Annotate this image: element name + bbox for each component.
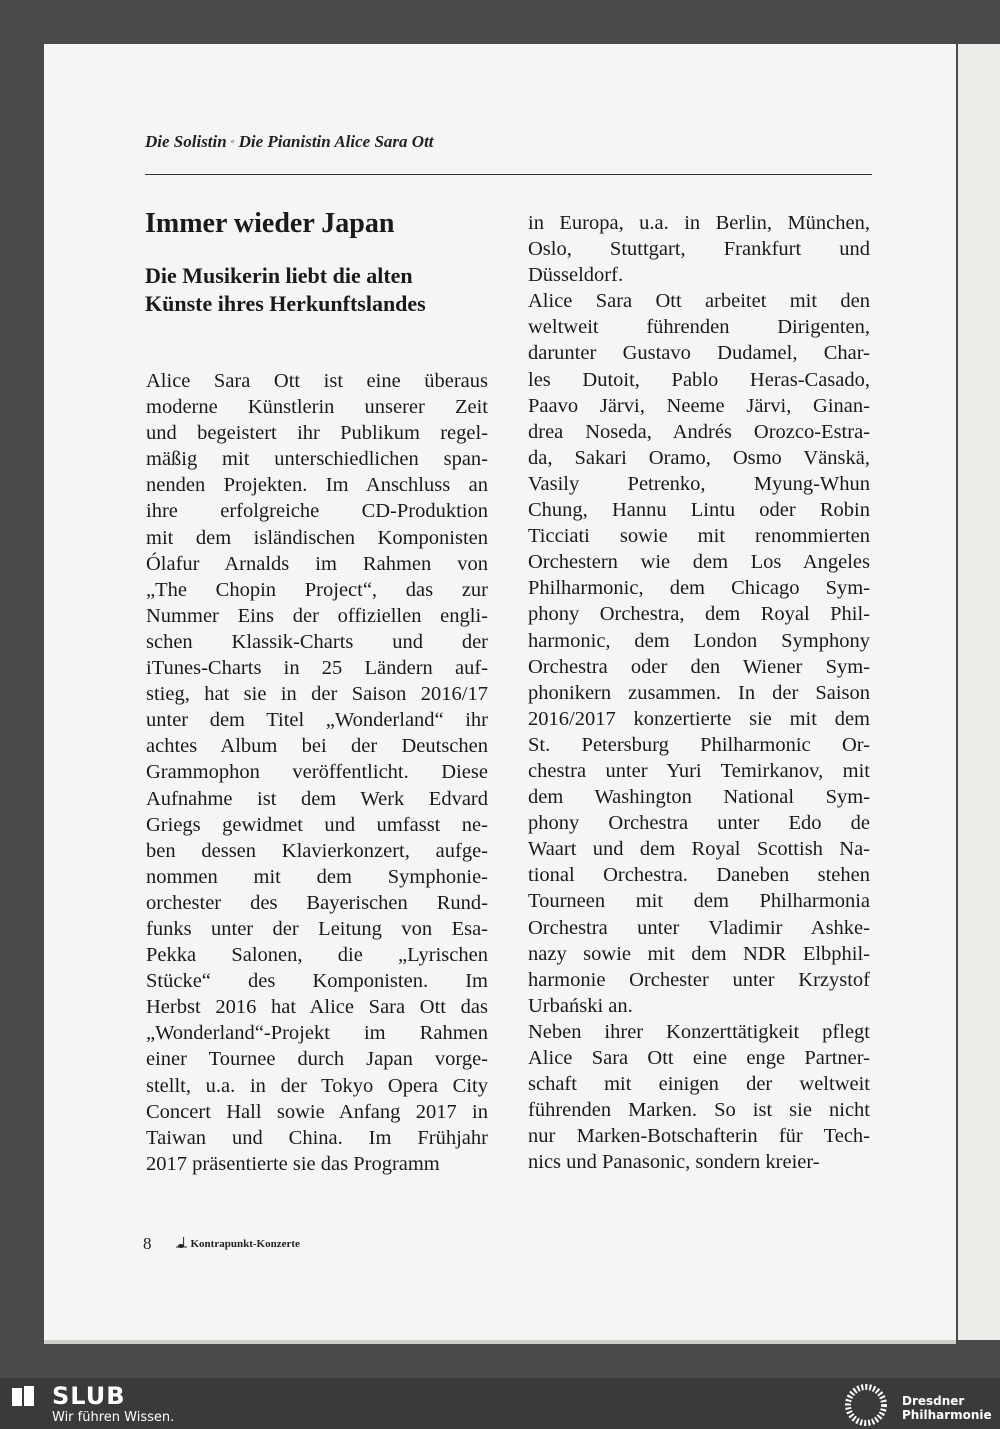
- text-line: in Europa, u.a. in Berlin, München,: [528, 212, 870, 234]
- subtitle-line: Die Musikerin liebt die alten: [145, 263, 413, 288]
- article-column-1: [146, 368, 488, 1177]
- text-line: da, Sakari Oramo, Osmo Vänskä,: [528, 446, 870, 469]
- article-subtitle: [145, 262, 490, 318]
- text-line: stellt, u.a. in der Tokyo Opera City: [146, 1074, 488, 1097]
- text-line: Philharmonic, dem Chicago Sym-: [528, 577, 870, 600]
- text-line: Pekka Salonen, die „Lyrischen: [146, 944, 488, 967]
- text-line: achtes Album bei der Deutschen: [146, 735, 488, 758]
- text-line: dem Washington National Sym-: [528, 786, 870, 809]
- partner-name-line: Philharmonie: [902, 1408, 992, 1422]
- text-line: „The Chopin Project“, das zur: [146, 578, 488, 601]
- text-line: Orchestra unter Vladimir Ashke-: [528, 916, 870, 939]
- text-line: 2016/2017 konzertierte sie mit dem: [528, 707, 870, 730]
- text-line: Taiwan und China. Im Frühjahr: [146, 1126, 488, 1149]
- text-line: Orchestern wie dem Los Angeles: [528, 551, 870, 574]
- text-line: und begeistert ihr Publikum regel-: [146, 422, 488, 445]
- text-line: Vasily Petrenko, Myung-Whun: [528, 472, 870, 495]
- text-line: Ticciati sowie mit renommierten: [528, 525, 870, 548]
- text-line: nics und Panasonic, sondern kreier-: [528, 1151, 820, 1174]
- text-line: stieg, hat sie in der Saison 2016/17: [146, 683, 488, 706]
- article-title: Immer wieder Japan: [145, 208, 395, 239]
- text-line: unter dem Titel „Wonderland“ ihr: [146, 709, 488, 732]
- text-line: Düsseldorf.: [528, 264, 624, 287]
- text-line: führenden Marken. So ist sie nicht: [528, 1099, 870, 1122]
- text-line: 2017 präsentierte sie das Programm: [146, 1152, 440, 1175]
- text-line: Orchestra oder den Wiener Sym-: [528, 655, 870, 678]
- text-line: Herbst 2016 hat Alice Sara Ott das: [146, 996, 488, 1019]
- slub-logo-icon: [10, 1384, 38, 1408]
- running-header: [145, 132, 434, 152]
- header-separator: ◦: [230, 136, 235, 148]
- dresdner-philharmonie-logo-icon: [842, 1381, 890, 1429]
- text-line: Chung, Hannu Lintu oder Robin: [528, 499, 870, 522]
- text-line: „Wonderland“-Projekt im Rahmen: [146, 1022, 488, 1045]
- text-line: ihre erfolgreiche CD-Produktion: [146, 500, 488, 523]
- text-line: orchester des Bayerischen Rund-: [146, 891, 488, 914]
- text-line: Alice Sara Ott eine enge Partner-: [528, 1047, 870, 1069]
- text-line: phonikern zusammen. In der Saison: [528, 681, 870, 704]
- adjacent-page-edge: [958, 44, 1000, 1340]
- text-line: Alice Sara Ott arbeitet mit den: [528, 290, 870, 313]
- text-line: drea Noseda, Andrés Orozco-Estra-: [528, 420, 870, 443]
- text-line: Aufnahme ist dem Werk Edvard: [146, 787, 488, 810]
- header-subject: Die Pianistin Alice Sara Ott: [238, 132, 434, 151]
- publication-name: Kontrapunkt-Konzerte: [190, 1238, 300, 1250]
- slub-tagline: Wir führen Wissen.: [52, 1410, 175, 1425]
- partner-name-line: Dresdner: [902, 1394, 965, 1408]
- text-line: Urbański an.: [528, 994, 633, 1017]
- page-footer: [143, 1234, 300, 1254]
- text-line: funks unter der Leitung von Esa-: [146, 917, 488, 940]
- text-line: darunter Gustavo Dudamel, Char-: [528, 342, 870, 365]
- text-line: nenden Projekten. Im Anschluss an: [146, 474, 488, 497]
- text-line: moderne Künstlerin unserer Zeit: [146, 396, 488, 419]
- text-line: Nummer Eins der offiziellen engli-: [146, 604, 488, 627]
- partner-name: [902, 1394, 992, 1422]
- note-icon: [174, 1235, 188, 1249]
- publication-logo: [174, 1238, 300, 1250]
- text-line: harmonic, dem London Symphony: [528, 629, 870, 652]
- text-line: Paavo Järvi, Neeme Järvi, Ginan-: [528, 394, 870, 417]
- text-line: Alice Sara Ott ist eine überaus: [146, 370, 488, 392]
- text-line: les Dutoit, Pablo Heras-Casado,: [528, 368, 870, 391]
- text-line: Waart und dem Royal Scottish Na-: [528, 838, 870, 861]
- text-line: Concert Hall sowie Anfang 2017 in: [146, 1100, 488, 1123]
- text-line: mit dem isländischen Komponisten: [146, 526, 488, 549]
- text-line: schaft mit einigen der weltweit: [528, 1073, 870, 1096]
- text-line: Ólafur Arnalds im Rahmen von: [146, 552, 488, 575]
- page-bottom-edge: [44, 1340, 956, 1344]
- text-line: einer Tournee durch Japan vorge-: [146, 1048, 488, 1071]
- text-line: harmonie Orchester unter Krzystof: [528, 968, 870, 991]
- text-line: nur Marken-Botschafterin für Tech-: [528, 1125, 870, 1148]
- text-line: Tourneen mit dem Philharmonia: [528, 890, 870, 913]
- header-rule: [145, 174, 872, 175]
- slub-name: SLUB: [52, 1382, 126, 1410]
- text-line: Neben ihrer Konzerttätigkeit pflegt: [528, 1020, 870, 1043]
- text-line: schen Klassik-Charts und der: [146, 630, 488, 653]
- text-line: St. Petersburg Philharmonic Or-: [528, 733, 870, 756]
- text-line: phony Orchestra, dem Royal Phil-: [528, 603, 870, 626]
- text-line: weltweit führenden Dirigenten,: [528, 316, 870, 339]
- page-number: 8: [143, 1234, 152, 1253]
- text-line: Stücke“ des Komponisten. Im: [146, 970, 488, 993]
- text-line: iTunes-Charts in 25 Ländern auf-: [146, 657, 488, 680]
- text-line: Grammophon veröffentlicht. Diese: [146, 761, 488, 784]
- text-line: ben dessen Klavierkonzert, aufge-: [146, 839, 488, 862]
- text-line: mäßig mit unterschiedlichen span-: [146, 448, 488, 471]
- text-line: nazy sowie mit dem NDR Elbphil-: [528, 942, 870, 965]
- subtitle-line: Künste ihres Herkunftslandes: [145, 291, 426, 316]
- text-line: tional Orchestra. Daneben stehen: [528, 864, 870, 887]
- text-line: nommen mit dem Symphonie-: [146, 865, 488, 888]
- text-line: Oslo, Stuttgart, Frankfurt und: [528, 238, 870, 261]
- text-line: Griegs gewidmet und umfasst ne-: [146, 813, 488, 836]
- header-section: Die Solistin: [145, 132, 227, 151]
- text-line: phony Orchestra unter Edo de: [528, 812, 870, 835]
- article-column-2: [528, 210, 870, 1175]
- text-line: chestra unter Yuri Temirkanov, mit: [528, 759, 870, 782]
